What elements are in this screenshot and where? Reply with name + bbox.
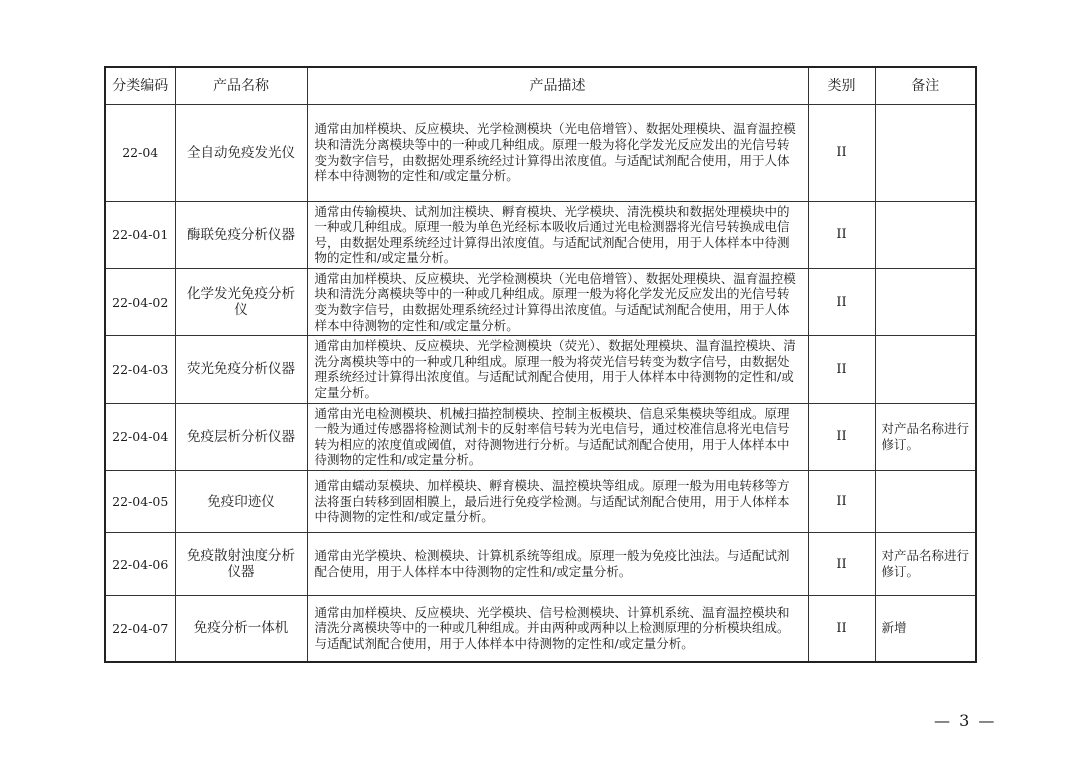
row-name: 免疫印迹仪 [175,471,307,533]
row-note: 对产品名称进行修订。 [875,533,976,596]
table-row [105,596,976,662]
row-name: 荧光免疫分析仪器 [175,336,307,403]
page-number: — 3 — [934,711,997,730]
row-desc: 通常由加样模块、反应模块、光学检测模块（荧光）、数据处理模块、温育温控模块、清洗分离模块等中的一种或几种组成。原理一般为将荧光信号转变为数字信号，由数据处理系统经过计算得出浓度值。与适配试剂配合使用，用于人体样本中待测物的定性和/或定量分析。 [307,336,808,403]
row-class: II [808,336,875,403]
row-code: 22-04-01 [105,201,175,268]
row-desc: 通常由蠕动泵模块、加样模块、孵育模块、温控模块等组成。原理一般为用电转移等方法将蛋白转移到固相膜上，最后进行免疫学检测。与适配试剂配合使用，用于人体样本中待测物的定性和/或定量分析。 [307,471,808,533]
header-name: 产品名称 [175,67,307,104]
row-class: II [808,471,875,533]
table-row [105,533,976,596]
row-name: 免疫散射浊度分析仪器 [175,533,307,596]
table-row [105,336,976,403]
row-desc: 通常由加样模块、反应模块、光学模块、信号检测模块、计算机系统、温育温控模块和清洗分离模块等中的一种或几种组成。并由两种或两种以上检测原理的分析模块组成。与适配试剂配合使用，用于人体样本中待测物的定性和/或定量分析。 [307,596,808,662]
row-code: 22-04 [105,104,175,201]
table-row [105,268,976,335]
product-classification-table [104,66,977,663]
header-desc: 产品描述 [307,67,808,104]
row-note [875,104,976,201]
row-desc: 通常由传输模块、试剂加注模块、孵育模块、光学模块、清洗模块和数据处理模块中的一种或几种组成。原理一般为单色光经标本吸收后通过光电检测器将光信号转换成电信号，由数据处理系统经过计算得出浓度值。与适配试剂配合使用，用于人体样本中待测物的定性和/或定量分析。 [307,201,808,268]
row-code: 22-04-03 [105,336,175,403]
table-row [105,471,976,533]
row-code: 22-04-04 [105,403,175,470]
header-class: 类别 [808,67,875,104]
row-code: 22-04-07 [105,596,175,662]
row-code: 22-04-06 [105,533,175,596]
header-code: 分类编码 [105,67,175,104]
row-name: 免疫层析分析仪器 [175,403,307,470]
row-class: II [808,104,875,201]
row-note [875,336,976,403]
table-row [105,403,976,470]
row-name: 全自动免疫发光仪 [175,104,307,201]
row-code: 22-04-05 [105,471,175,533]
row-note [875,201,976,268]
row-class: II [808,403,875,470]
row-name: 化学发光免疫分析仪 [175,268,307,335]
row-desc: 通常由光学模块、检测模块、计算机系统等组成。原理一般为免疫比浊法。与适配试剂配合使用，用于人体样本中待测物的定性和/或定量分析。 [307,533,808,596]
row-name: 免疫分析一体机 [175,596,307,662]
table-row [105,104,976,201]
row-desc: 通常由光电检测模块、机械扫描控制模块、控制主板模块、信息采集模块等组成。原理一般为通过传感器将检测试剂卡的反射率信号转为光电信号，通过校准信息将光电信号转为相应的浓度值或阈值，对待测物进行分析。与适配试剂配合使用，用于人体样本中待测物的定性和/或定量分析。 [307,403,808,470]
row-note [875,471,976,533]
row-class: II [808,201,875,268]
table-header-row [105,67,976,104]
row-note: 新增 [875,596,976,662]
row-name: 酶联免疫分析仪器 [175,201,307,268]
header-note: 备注 [875,67,976,104]
row-note: 对产品名称进行修订。 [875,403,976,470]
row-code: 22-04-02 [105,268,175,335]
row-desc: 通常由加样模块、反应模块、光学检测模块（光电倍增管）、数据处理模块、温育温控模块和清洗分离模块等中的一种或几种组成。原理一般为将化学发光反应发出的光信号转变为数字信号，由数据处理系统经过计算得出浓度值。与适配试剂配合使用，用于人体样本中待测物的定性和/或定量分析。 [307,268,808,335]
row-class: II [808,596,875,662]
row-desc: 通常由加样模块、反应模块、光学检测模块（光电倍增管）、数据处理模块、温育温控模块和清洗分离模块等中的一种或几种组成。原理一般为将化学发光反应发出的光信号转变为数字信号，由数据处理系统经过计算得出浓度值。与适配试剂配合使用，用于人体样本中待测物的定性和/或定量分析。 [307,104,808,201]
table-row [105,201,976,268]
row-class: II [808,533,875,596]
row-note [875,268,976,335]
row-class: II [808,268,875,335]
